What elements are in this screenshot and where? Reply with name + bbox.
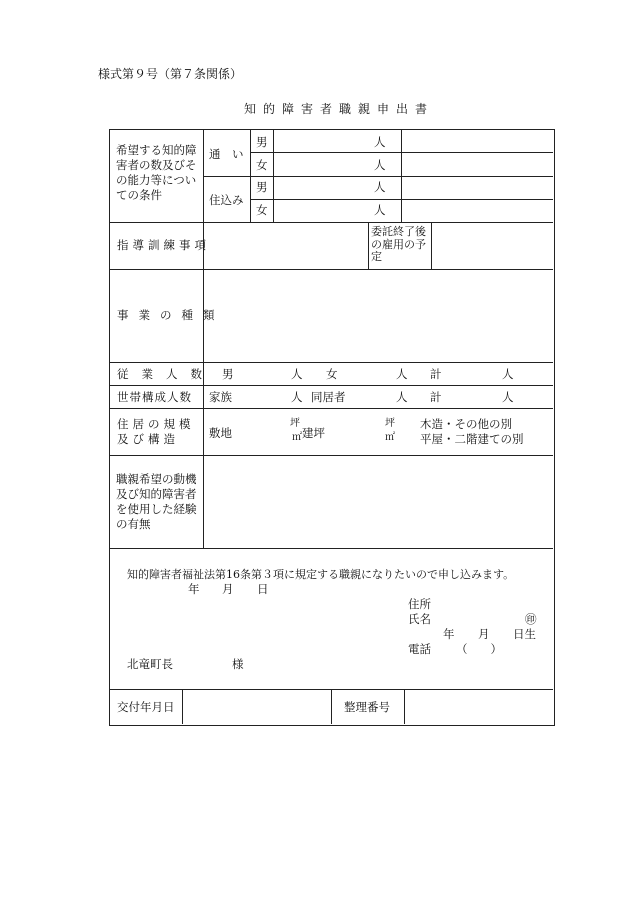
structure-storeys: 平屋・二階建ての別 (420, 432, 524, 446)
column-divider (203, 129, 204, 548)
business-label: 事業の種類 (117, 308, 225, 322)
form-title: 知的障害者職親申出書 (244, 102, 435, 116)
row-divider (109, 362, 553, 363)
person-unit: 人 (291, 390, 303, 404)
total-label: 計 (430, 367, 442, 381)
row-divider (109, 548, 553, 549)
column-divider (273, 129, 274, 222)
row-divider (109, 385, 553, 386)
phone-label: 電話 (408, 642, 431, 656)
column-divider (431, 222, 432, 269)
row-divider (203, 176, 553, 177)
building-label: 建坪 (302, 426, 325, 440)
person-unit: 人 (374, 135, 386, 149)
issue-date-label: 交付年月日 (117, 700, 175, 714)
reference-number-label: 整理番号 (344, 700, 390, 714)
person-unit: 人 (291, 367, 303, 381)
structure-wood-other: 木造・その他の別 (420, 417, 512, 431)
guidance-label: 指導訓練事項 (117, 238, 210, 252)
total-label: 計 (430, 390, 442, 404)
date-day: 日 (257, 582, 269, 596)
row-divider (109, 222, 553, 223)
livein-label: 住込み (209, 193, 244, 207)
column-divider (401, 129, 402, 222)
date-year: 年 (188, 582, 200, 596)
employees-female-label: 女 (326, 367, 338, 381)
residence-label-line2: 及び構造 (117, 432, 179, 446)
column-divider (331, 689, 332, 724)
employees-male-label: 男 (222, 367, 234, 381)
person-unit: 人 (374, 180, 386, 194)
birth-month: 月 (478, 627, 490, 641)
recipient: 北竜町長 (127, 657, 173, 671)
declaration-statement: 知的障害者福祉法第16条第３項に規定する職親になりたいので申し込みます。 (127, 568, 515, 581)
honorific: 様 (232, 657, 244, 671)
date-month: 月 (222, 582, 234, 596)
commute-male-label: 男 (256, 135, 268, 149)
tsubo-unit: 坪 (385, 418, 395, 429)
form-number: 様式第９号（第７条関係） (98, 67, 243, 81)
tsubo-unit: 坪 (290, 418, 300, 429)
row-divider (109, 269, 553, 270)
person-unit: 人 (374, 203, 386, 217)
phone-area-code: （ ） (456, 642, 502, 656)
row-divider (109, 408, 553, 409)
commute-label: 通 い (209, 147, 244, 161)
conditions-label: 希望する知的障害者の数及びその能力等についての条件 (116, 143, 197, 202)
sqm-unit: ㎡ (292, 432, 302, 443)
sqm-unit: ㎡ (385, 432, 395, 443)
site-label: 敷地 (209, 426, 232, 440)
post-consign-label: 委託終了後の雇用の予定 (371, 225, 426, 264)
column-divider (182, 689, 183, 724)
person-unit: 人 (396, 390, 408, 404)
family-label: 家族 (209, 390, 232, 404)
row-divider (109, 455, 553, 456)
column-divider (368, 222, 369, 269)
residence-label-line1: 住居の規模 (117, 417, 195, 431)
employees-label: 従業人数 (117, 367, 215, 381)
seal-mark: ㊞ (525, 612, 537, 626)
name-label: 氏名 (408, 612, 431, 626)
motive-label: 職親希望の動機及び知的障害者を使用した経験の有無 (116, 472, 197, 531)
column-divider (250, 129, 251, 222)
person-unit: 人 (374, 158, 386, 172)
birth-day-suffix: 日生 (513, 627, 536, 641)
cohabitant-label: 同居者 (311, 390, 346, 404)
address-label: 住所 (408, 597, 431, 611)
person-unit: 人 (502, 390, 514, 404)
person-unit: 人 (502, 367, 514, 381)
person-unit: 人 (396, 367, 408, 381)
birth-year: 年 (443, 627, 455, 641)
commute-female-label: 女 (256, 158, 268, 172)
household-label: 世帯構成人数 (117, 390, 192, 404)
livein-male-label: 男 (256, 180, 268, 194)
livein-female-label: 女 (256, 203, 268, 217)
column-divider (404, 689, 405, 724)
